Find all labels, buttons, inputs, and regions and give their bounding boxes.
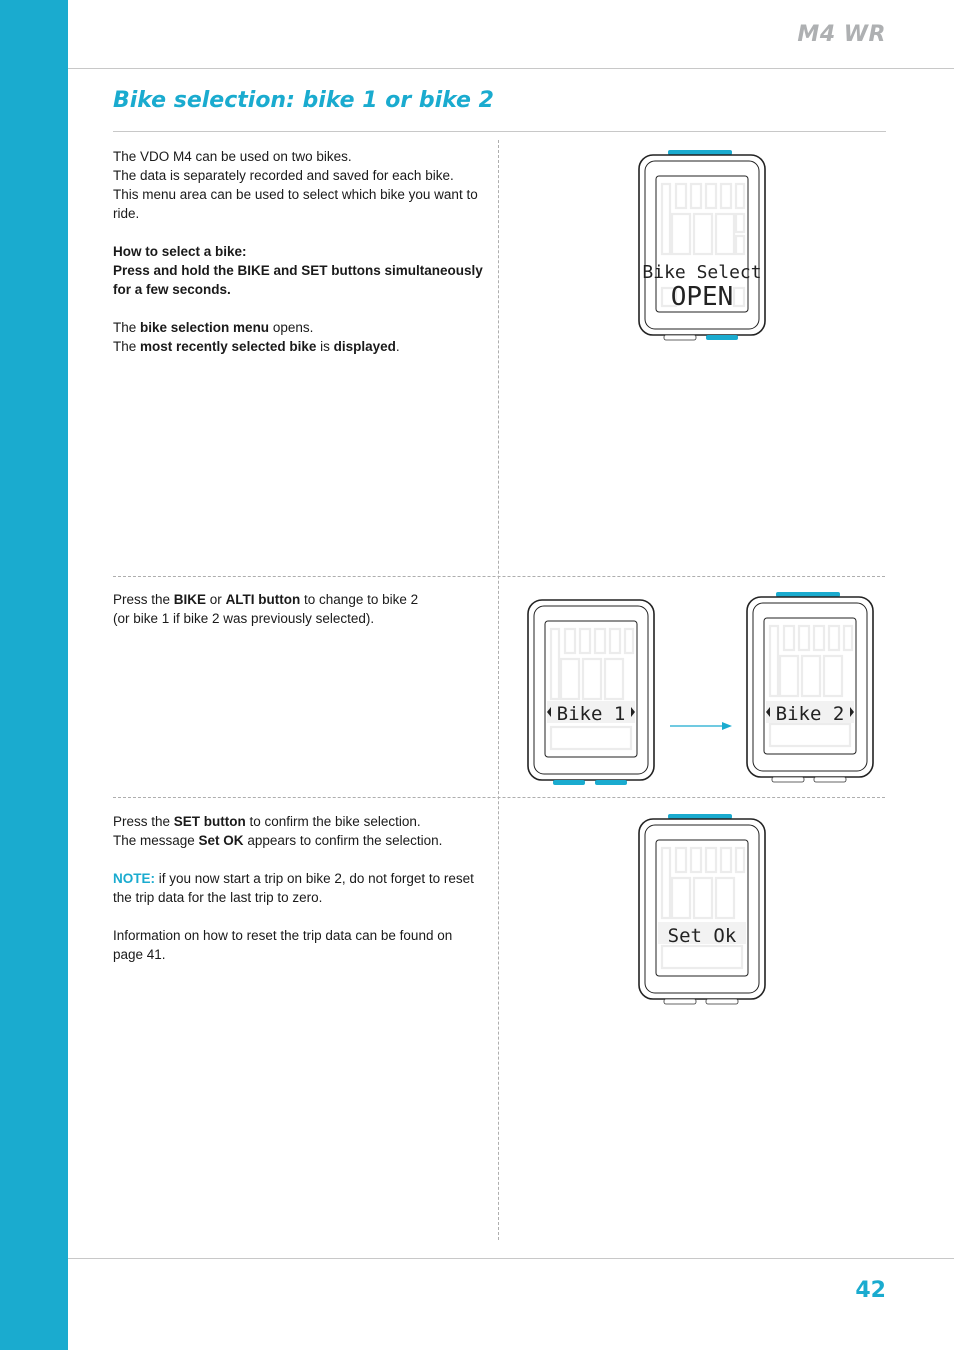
display-set-ok: Set Ok: [667, 925, 737, 947]
section-1-text: [113, 147, 483, 356]
footer-rule: [68, 1258, 954, 1259]
displayed-text: The most recently selected bike is displayed.: [113, 339, 400, 354]
display-line-2: OPEN: [670, 282, 734, 312]
menu-opens-text: The bike selection menu opens.: [113, 320, 314, 335]
page-number: 42: [855, 1278, 886, 1303]
display-bike-1: Bike 1: [556, 703, 626, 725]
howto-heading: How to select a bike:: [113, 244, 247, 259]
bike-computer-display-bike1: [525, 593, 657, 787]
section-divider: [113, 797, 885, 798]
reset-info: Information on how to reset the trip data can be found on page 41.: [113, 928, 453, 962]
bike-computer-display: [636, 148, 768, 342]
intro-line: This menu area can be used to select which bike you want to ride.: [113, 187, 478, 221]
note: NOTE: if you now start a trip on bike 2, do not forget to reset the trip data for the last trip to zero.: [113, 871, 474, 905]
howto-instruction: Press and hold the BIKE and SET buttons simultaneously for a few seconds.: [113, 263, 483, 297]
header-rule: [68, 68, 954, 69]
bike-computer-display-bike2: [744, 590, 876, 784]
column-divider: [498, 140, 499, 1240]
section-2-text: Press the BIKE or ALTI button to change to bike 2 (or bike 1 if bike 2 was previously selected).: [113, 592, 419, 626]
intro-line: The data is separately recorded and saved for each bike.: [113, 168, 454, 183]
display-line-1: Bike Select: [642, 262, 762, 283]
arrow-right-icon: [668, 718, 734, 734]
model-name: M4 WR: [797, 22, 886, 47]
bike-computer-display-setok: [636, 812, 768, 1006]
display-bike-2: Bike 2: [775, 703, 845, 725]
intro-line: The VDO M4 can be used on two bikes.: [113, 149, 352, 164]
page-title: Bike selection: bike 1 or bike 2: [113, 88, 494, 113]
title-rule: [113, 131, 886, 132]
section-divider: [113, 576, 885, 577]
section-3-text: Press the SET button to confirm the bike selection. The message Set OK appears to confirm the selection. NOTE: if you now start a trip on bike 2, do not forget to reset the trip data for the last trip to zero. Information on how to reset the trip data can be found on page 41.: [113, 812, 478, 964]
accent-sidebar: [0, 0, 68, 1350]
